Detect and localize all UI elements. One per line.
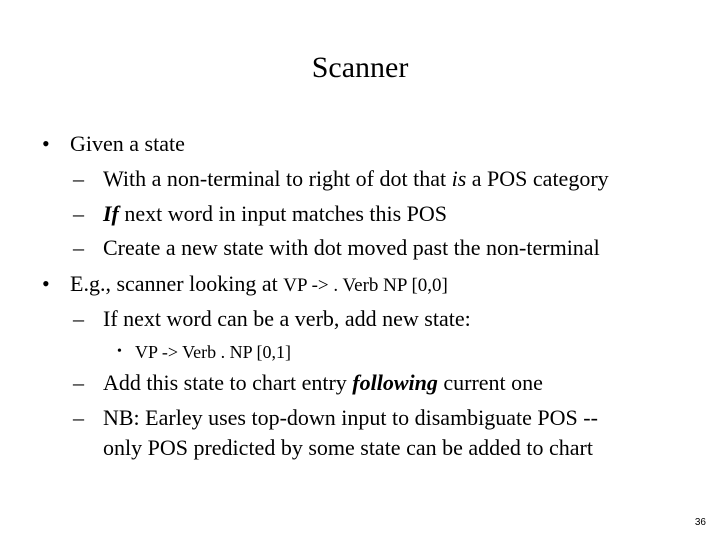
bullet-dash-icon: – — [73, 405, 84, 430]
bullet-dot-icon: • — [42, 131, 50, 156]
rule-text: VP -> Verb . NP [0,1] — [135, 342, 291, 362]
rule-text: VP -> . Verb NP [0,0] — [283, 275, 448, 296]
sub-bullet-if-verb — [73, 306, 471, 332]
sub-bullet-text-end: a POS category — [466, 166, 609, 191]
bullet-example — [42, 271, 448, 299]
page-number: 36 — [694, 517, 706, 528]
bullet-dash-icon: – — [73, 235, 84, 260]
sub-bullet-nonterminal — [73, 166, 609, 192]
emphasis-following: following — [352, 370, 438, 395]
emphasis-if: If — [103, 201, 119, 226]
bullet-dot-icon: • — [42, 271, 50, 296]
slide-title: Scanner — [311, 51, 409, 84]
emphasis-is: is — [451, 166, 467, 191]
bullet-dash-icon: – — [73, 370, 84, 395]
sub-bullet-text-start: With a non-terminal to right of dot that — [103, 166, 452, 191]
sub-bullet-nb-earley-continuation — [103, 435, 593, 461]
bullet-dash-icon: – — [73, 306, 84, 331]
bullet-dash-icon: – — [73, 166, 84, 191]
sub-bullet-text: next word in input matches this POS — [118, 201, 448, 226]
sub-bullet-create-state — [73, 235, 600, 261]
sub-bullet-text: If next word can be a verb, add new state: — [103, 306, 471, 331]
bullet-dash-icon: – — [73, 201, 84, 226]
bullet-given-state — [42, 131, 185, 157]
bullet-text: E.g., scanner looking at — [70, 271, 284, 296]
sub-bullet-text-end: current one — [437, 370, 543, 395]
sub-bullet-text: Create a new state with dot moved past the non-terminal — [103, 235, 600, 260]
bullet-dot-icon: • — [117, 344, 122, 359]
sub-bullet-text-line1: NB: Earley uses top-down input to disambiguate POS -- — [103, 405, 598, 430]
sub-bullet-text-start: Add this state to chart entry — [103, 370, 353, 395]
sub-bullet-add-state — [73, 370, 543, 396]
sub-bullet-text-line2: only POS predicted by some state can be added to chart — [103, 435, 593, 460]
sub-bullet-if-next-word — [73, 201, 448, 227]
sub-sub-bullet-new-state — [117, 341, 291, 363]
sub-bullet-nb-earley — [73, 405, 598, 431]
bullet-text: Given a state — [70, 131, 185, 156]
